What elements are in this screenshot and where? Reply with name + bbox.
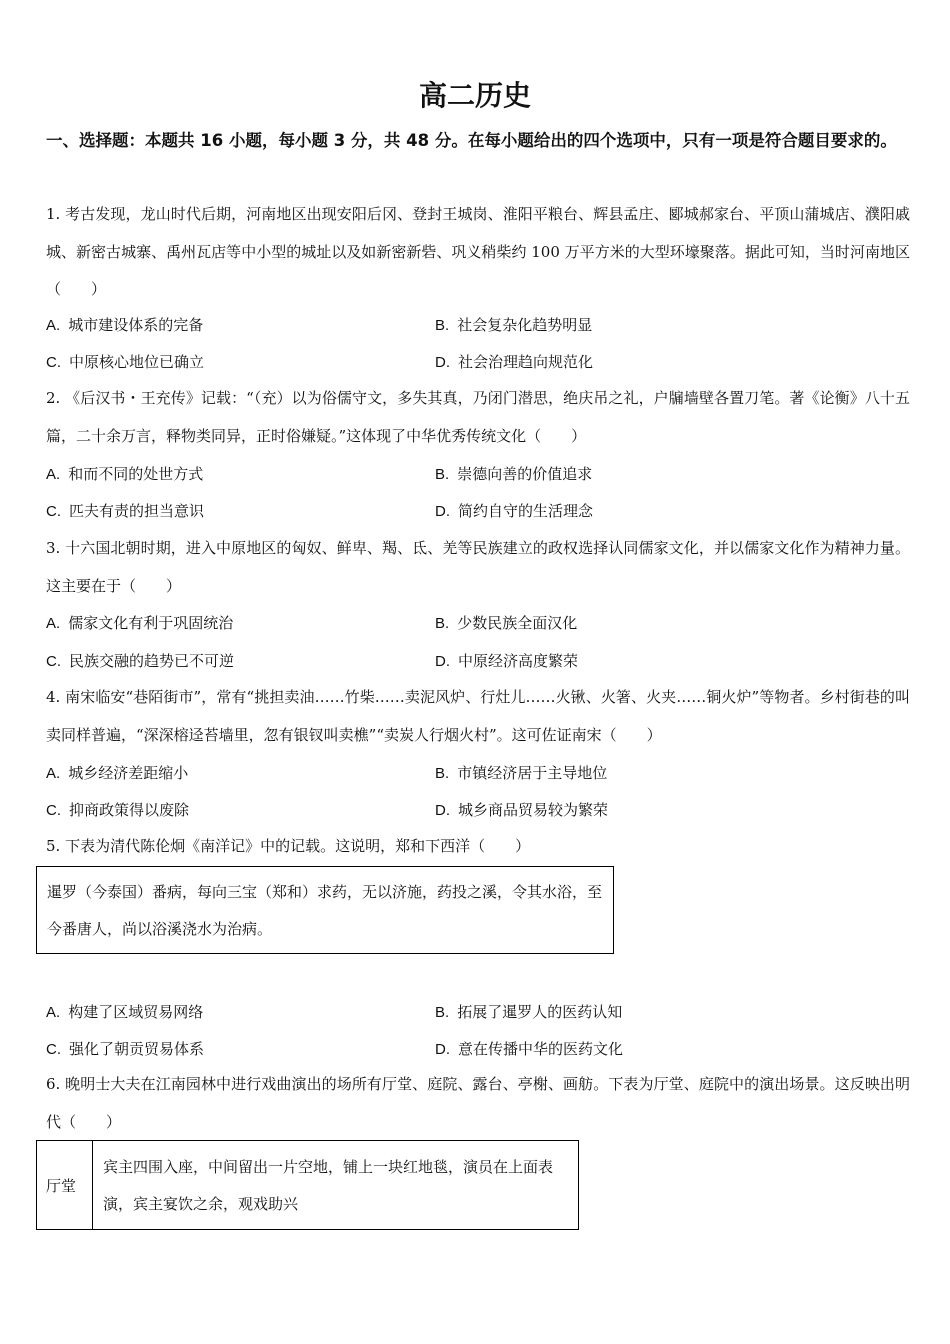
- table-content: 宾主四围入座，中间留出一片空地，铺上一块红地毯，演员在上面表演，宾主宴饮之余，观戏助兴: [103, 1158, 554, 1213]
- option-text: 匹夫有责的担当意识: [69, 502, 205, 520]
- question-2-stem: 2. 《后汉书・王充传》记载：“（充）以为俗儒守文，多失其真，乃闭门潜思，绝庆吊之礼，户牖墙壁各置刀笔。著《论衡》八十五篇，二十余万言，释物类同异，正时俗嫌疑。”这体现了中华优秀传统文化（ ）: [46, 389, 910, 445]
- question-5-table-text: 暹罗（今泰国）番病，每向三宝（郑和）求药，无以济施，药投之溪，令其水浴，至今番唐人，尚以浴溪浇水为治病。: [47, 883, 603, 938]
- question-5-option-c[interactable]: [46, 1039, 204, 1060]
- question-5-table: [36, 866, 614, 954]
- question-3-option-b[interactable]: [435, 613, 577, 634]
- option-text: 构建了区域贸易网络: [68, 1003, 204, 1021]
- option-key: D.: [435, 802, 450, 819]
- question-5-stem: 5. 下表为清代陈伦炯《南洋记》中的记载。这说明，郑和下西洋（ ）: [46, 837, 531, 855]
- option-text: 社会治理趋向规范化: [458, 353, 594, 371]
- option-text: 意在传播中华的医药文化: [458, 1040, 624, 1058]
- section-heading: 一、选择题：本题共 16 小题，每小题 3 分，共 48 分。在每小题给出的四个选项中，只有一项是符合题目要求的。: [46, 131, 897, 150]
- option-key: D.: [435, 503, 450, 520]
- option-text: 城乡商品贸易较为繁荣: [458, 801, 609, 819]
- question-5-option-d[interactable]: [435, 1039, 623, 1060]
- option-key: A.: [46, 765, 61, 782]
- option-text: 崇德向善的价值追求: [457, 465, 593, 483]
- option-key: D.: [435, 354, 450, 371]
- question-5-option-a[interactable]: [46, 1002, 203, 1023]
- option-text: 和而不同的处世方式: [68, 465, 204, 483]
- question-4-option-b[interactable]: [435, 763, 607, 784]
- option-text: 民族交融的趋势已不可逆: [69, 652, 235, 670]
- question-5-option-b[interactable]: [435, 1002, 622, 1023]
- option-text: 少数民族全面汉化: [457, 614, 578, 632]
- option-key: B.: [435, 1004, 450, 1021]
- question-3-option-c[interactable]: [46, 651, 234, 672]
- question-1-stem: 1. 考古发现，龙山时代后期，河南地区出现安阳后冈、登封王城岗、淮阳平粮台、辉县孟庄、郾城郝家台、平顶山蒲城店、濮阳戚城、新密古城寨、禹州瓦店等中小型的城址以及如新密新砦、巩义稍柴约 100 万平方米的大型环壕聚落。据此可知，当时河南地区（ ）: [46, 205, 910, 298]
- option-key: C.: [46, 653, 61, 670]
- question-4-option-c[interactable]: [46, 800, 189, 821]
- question-4-option-a[interactable]: [46, 763, 188, 784]
- question-3-option-a[interactable]: [46, 613, 233, 634]
- option-text: 中原经济高度繁荣: [458, 652, 579, 670]
- option-key: A.: [46, 615, 61, 632]
- table-label: 厅堂: [46, 1177, 77, 1195]
- question-1-option-d[interactable]: [435, 352, 593, 373]
- option-text: 城乡经济差距缩小: [68, 764, 189, 782]
- option-key: C.: [46, 802, 61, 819]
- option-key: D.: [435, 1041, 450, 1058]
- question-4-option-d[interactable]: [435, 800, 608, 821]
- option-text: 中原核心地位已确立: [69, 353, 205, 371]
- option-key: A.: [46, 317, 61, 334]
- option-text: 强化了朝贡贸易体系: [69, 1040, 205, 1058]
- question-2-option-b[interactable]: [435, 464, 592, 485]
- question-2-option-c[interactable]: [46, 501, 204, 522]
- option-key: D.: [435, 653, 450, 670]
- table-label-cell: [37, 1141, 93, 1229]
- page-title: 高二历史: [418, 79, 531, 112]
- question-2-option-d[interactable]: [435, 501, 593, 522]
- option-key: B.: [435, 466, 450, 483]
- question-1-option-c[interactable]: [46, 352, 204, 373]
- option-key: A.: [46, 1004, 61, 1021]
- option-text: 社会复杂化趋势明显: [457, 316, 593, 334]
- option-text: 简约自守的生活理念: [458, 502, 594, 520]
- option-text: 城市建设体系的完备: [68, 316, 204, 334]
- option-text: 儒家文化有利于巩固统治: [68, 614, 234, 632]
- option-key: B.: [435, 317, 450, 334]
- option-key: C.: [46, 503, 61, 520]
- question-6-table: [36, 1140, 579, 1230]
- option-text: 市镇经济居于主导地位: [457, 764, 608, 782]
- option-key: C.: [46, 1041, 61, 1058]
- option-text: 抑商政策得以废除: [69, 801, 190, 819]
- option-key: B.: [435, 615, 450, 632]
- question-1-option-b[interactable]: [435, 315, 592, 336]
- option-key: C.: [46, 354, 61, 371]
- question-2-option-a[interactable]: [46, 464, 203, 485]
- question-3-option-d[interactable]: [435, 651, 578, 672]
- question-4-stem: 4. 南宋临安“巷陌街市”，常有“挑担卖油……竹柴……卖泥风炉、行灶儿……火锹、火箸、火夹……铜火炉”等物者。乡村街巷的叫卖同样普遍，“深深榕迳苔墙里，忽有银钗叫卖樵”“卖炭人行烟火村”。这可佐证南宋（ ）: [46, 688, 910, 744]
- option-text: 拓展了暹罗人的医药认知: [457, 1003, 623, 1021]
- question-3-stem: 3. 十六国北朝时期，进入中原地区的匈奴、鲜卑、羯、氐、羌等民族建立的政权选择认同儒家文化，并以儒家文化作为精神力量。这主要在于（ ）: [46, 539, 910, 595]
- option-key: A.: [46, 466, 61, 483]
- question-6-stem: 6. 晚明士大夫在江南园林中进行戏曲演出的场所有厅堂、庭院、露台、亭榭、画舫。下表为厅堂、庭院中的演出场景。这反映出明代（ ）: [46, 1075, 910, 1131]
- option-key: B.: [435, 765, 450, 782]
- question-1-option-a[interactable]: [46, 315, 203, 336]
